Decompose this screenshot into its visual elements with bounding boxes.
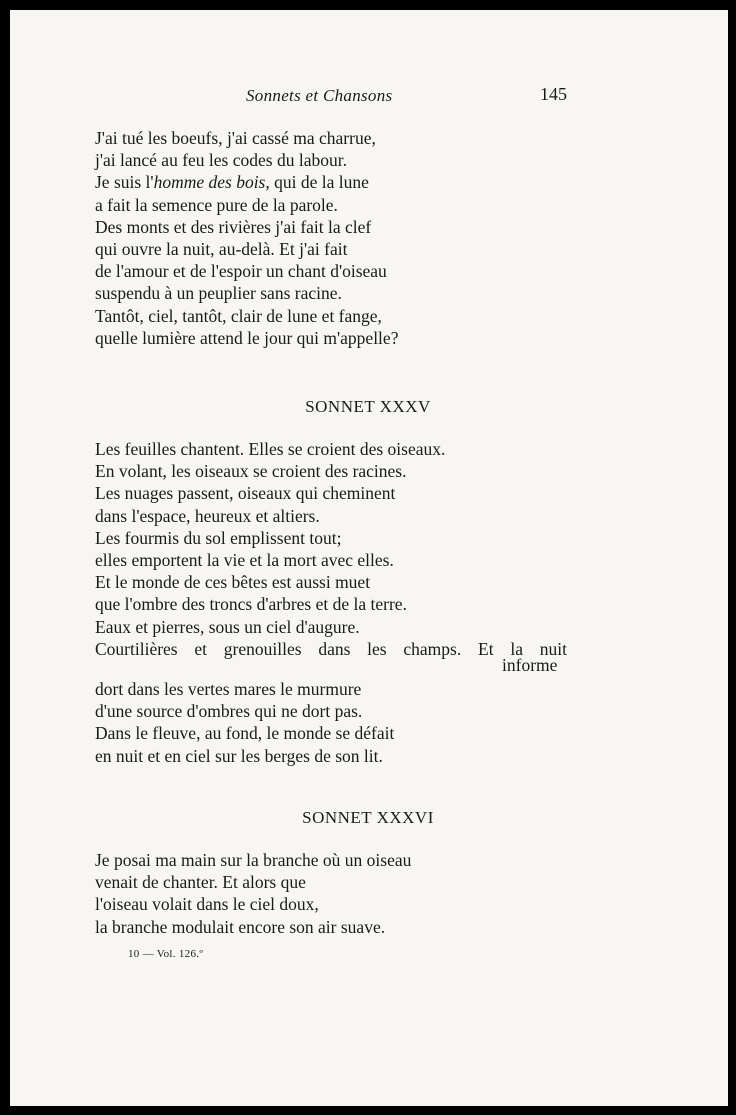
verse-line: quelle lumière attend le jour qui m'appelle? [95, 327, 399, 348]
verse-line: en nuit et en ciel sur les berges de son lit. [95, 745, 383, 766]
word: Courtilières [95, 638, 178, 659]
verse-line: la branche modulait encore son air suave. [95, 916, 386, 937]
verse-fragment: Je suis l' [95, 172, 154, 193]
verse-line: Et le monde de ces bêtes est aussi muet [95, 572, 371, 593]
verse-line [95, 171, 398, 193]
verse-line: d'une source d'ombres qui ne dort pas. [95, 701, 363, 722]
verse-line: elles emportent la vie et la mort avec elles. [95, 549, 394, 570]
word: nuit [539, 638, 567, 659]
verse-line: Les feuilles chantent. Elles se croient des oiseaux. [95, 439, 446, 459]
verse-line: suspendu à un peuplier sans racine. [95, 283, 342, 304]
verse-line: Les fourmis du sol emplissent tout; [95, 527, 342, 548]
word: Et [478, 638, 494, 659]
page-number: 145 [540, 84, 567, 104]
sonnet-35-body-continued [95, 678, 394, 767]
sonnet-35-body [95, 438, 567, 660]
verse-line: J'ai tué les boeufs, j'ai cassé ma charrue, [95, 128, 376, 148]
verse-line: Tantôt, ciel, tantôt, clair de lune et fange, [95, 305, 382, 326]
verse-line: l'oiseau volait dans le ciel doux, [95, 894, 319, 915]
verse-line: de l'amour et de l'espoir un chant d'oiseau [95, 261, 387, 282]
verse-line: Je posai ma main sur la branche où un oiseau [95, 850, 412, 870]
word: champs. [403, 638, 462, 659]
verse-line: Eaux et pierres, sous un ciel d'augure. [95, 616, 360, 637]
sonnet-35-title: SONNET XXXV [305, 397, 431, 416]
verse-line: Des monts et des rivières j'ai fait la clef [95, 216, 372, 237]
verse-overflow-word: informe [502, 655, 558, 675]
sonnet-36-body [95, 849, 411, 938]
verse-italic-phrase: homme des bois [153, 172, 266, 193]
sonnet-36-title: SONNET XXXVI [302, 808, 434, 827]
verse-line: Dans le fleuve, au fond, le monde se défait [95, 723, 395, 744]
verse-line: j'ai lancé au feu les codes du labour. [95, 150, 347, 171]
running-title: Sonnets et Chansons [246, 86, 393, 105]
verse-line: dort dans les vertes mares le murmure [95, 679, 362, 699]
word: dans [318, 638, 351, 659]
word: grenouilles [223, 638, 302, 659]
word: la [510, 638, 523, 659]
word: les [367, 638, 387, 659]
verse-line: qui ouvre la nuit, au-delà. Et j'ai fait [95, 238, 348, 259]
verse-line: Les nuages passent, oiseaux qui cheminent [95, 483, 396, 504]
verse-line: a fait la semence pure de la parole. [95, 194, 338, 215]
verse-line: En volant, les oiseaux se croient des racines. [95, 461, 407, 482]
word: et [194, 638, 208, 659]
verse-line: venait de chanter. Et alors que [95, 872, 306, 893]
verse-fragment: , qui de la lune [265, 172, 369, 193]
verse-line: que l'ombre des troncs d'arbres et de la terre. [95, 594, 407, 615]
printer-signature: 10 — Vol. 126.º [128, 948, 204, 960]
poem-continued [95, 127, 398, 349]
verse-line: dans l'espace, heureux et altiers. [95, 505, 320, 526]
verse-line-justified [95, 638, 567, 660]
